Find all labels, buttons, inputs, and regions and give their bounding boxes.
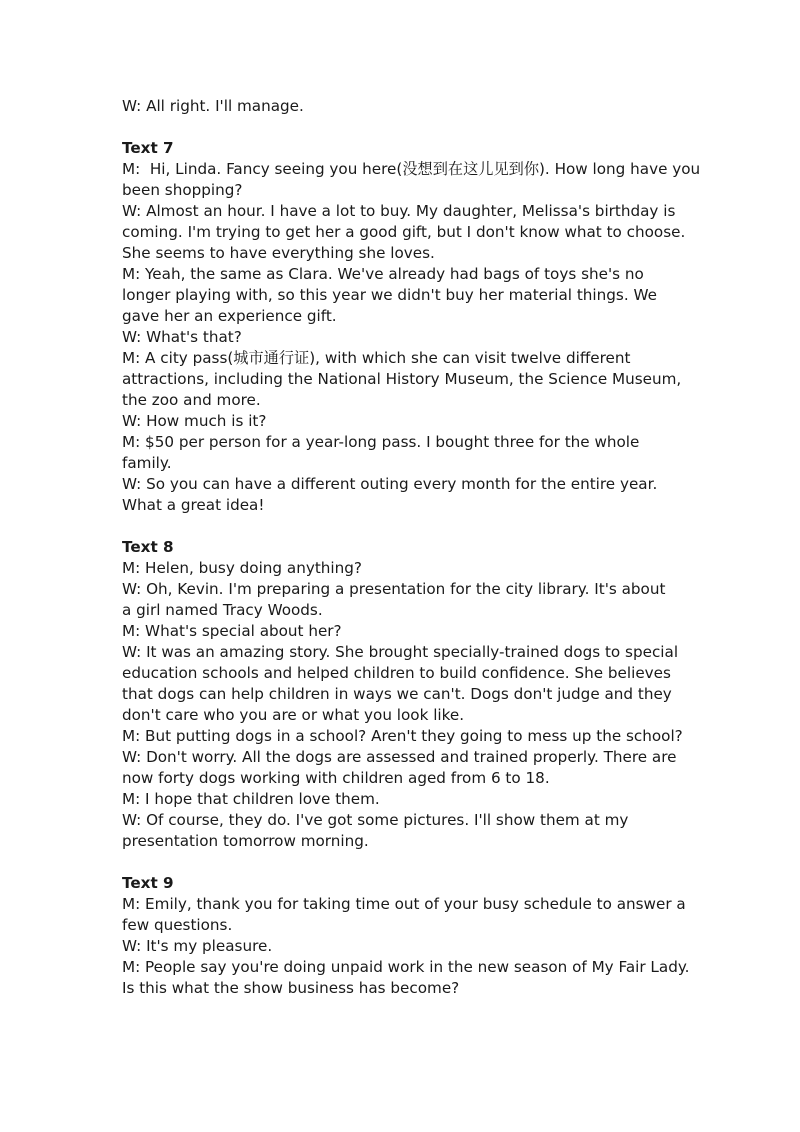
dialogue-line: W: Oh, Kevin. I'm preparing a presentation for the city library. It's about <box>122 580 666 598</box>
paragraph-gap <box>122 117 692 138</box>
dialogue-line: M: What's special about her? <box>122 622 342 640</box>
dialogue-line: M: Emily, thank you for taking time out of your busy schedule to answer a <box>122 895 686 913</box>
section-heading: Text 8 <box>122 538 174 556</box>
document-page <box>122 96 701 999</box>
paragraph-gap <box>122 852 692 873</box>
section-text-7 <box>122 138 701 516</box>
dialogue-line: W: Don't worry. All the dogs are assessed and trained properly. There are <box>122 748 677 766</box>
opening-block <box>122 96 692 117</box>
dialogue-line: coming. I'm trying to get her a good gift, but I don't know what to choose. <box>122 223 686 241</box>
paragraph-gap <box>122 516 692 537</box>
section-text-9 <box>122 873 692 999</box>
dialogue-line: attractions, including the National History Museum, the Science Museum, <box>122 370 682 388</box>
dialogue-line: She seems to have everything she loves. <box>122 244 435 262</box>
dialogue-line: W: How much is it? <box>122 412 267 430</box>
dialogue-line: gave her an experience gift. <box>122 307 337 325</box>
dialogue-line: W: All right. I'll manage. <box>122 97 304 115</box>
dialogue-line: been shopping? <box>122 181 243 199</box>
dialogue-line: W: It's my pleasure. <box>122 937 273 955</box>
dialogue-line: W: Almost an hour. I have a lot to buy. My daughter, Melissa's birthday is <box>122 202 676 220</box>
dialogue-line: M: People say you're doing unpaid work in the new season of My Fair Lady. <box>122 958 690 976</box>
dialogue-line: W: Of course, they do. I've got some pictures. I'll show them at my <box>122 811 629 829</box>
dialogue-line: W: What's that? <box>122 328 242 346</box>
dialogue-line: M: Hi, Linda. Fancy seeing you here(没想到在这儿见到你). How long have you <box>122 160 701 178</box>
section-text-8 <box>122 537 692 852</box>
dialogue-line: M: I hope that children love them. <box>122 790 380 808</box>
dialogue-line: family. <box>122 454 172 472</box>
dialogue-line: W: It was an amazing story. She brought specially-trained dogs to special <box>122 643 679 661</box>
dialogue-line: M: Yeah, the same as Clara. We've already had bags of toys she's no <box>122 265 644 283</box>
dialogue-line: a girl named Tracy Woods. <box>122 601 323 619</box>
dialogue-line: presentation tomorrow morning. <box>122 832 369 850</box>
section-heading: Text 7 <box>122 139 174 157</box>
dialogue-line: don't care who you are or what you look like. <box>122 706 465 724</box>
dialogue-line: M: $50 per person for a year-long pass. I bought three for the whole <box>122 433 640 451</box>
dialogue-line: the zoo and more. <box>122 391 261 409</box>
dialogue-line: What a great idea! <box>122 496 265 514</box>
dialogue-line: few questions. <box>122 916 233 934</box>
dialogue-line: that dogs can help children in ways we can't. Dogs don't judge and they <box>122 685 672 703</box>
dialogue-line: M: But putting dogs in a school? Aren't they going to mess up the school? <box>122 727 683 745</box>
dialogue-line: M: A city pass(城市通行证), with which she can visit twelve different <box>122 349 631 367</box>
dialogue-line: M: Helen, busy doing anything? <box>122 559 362 577</box>
dialogue-line: Is this what the show business has become? <box>122 979 460 997</box>
dialogue-line: education schools and helped children to build confidence. She believes <box>122 664 671 682</box>
dialogue-line: now forty dogs working with children aged from 6 to 18. <box>122 769 550 787</box>
dialogue-line: longer playing with, so this year we didn't buy her material things. We <box>122 286 657 304</box>
dialogue-line: W: So you can have a different outing every month for the entire year. <box>122 475 658 493</box>
section-heading: Text 9 <box>122 874 174 892</box>
